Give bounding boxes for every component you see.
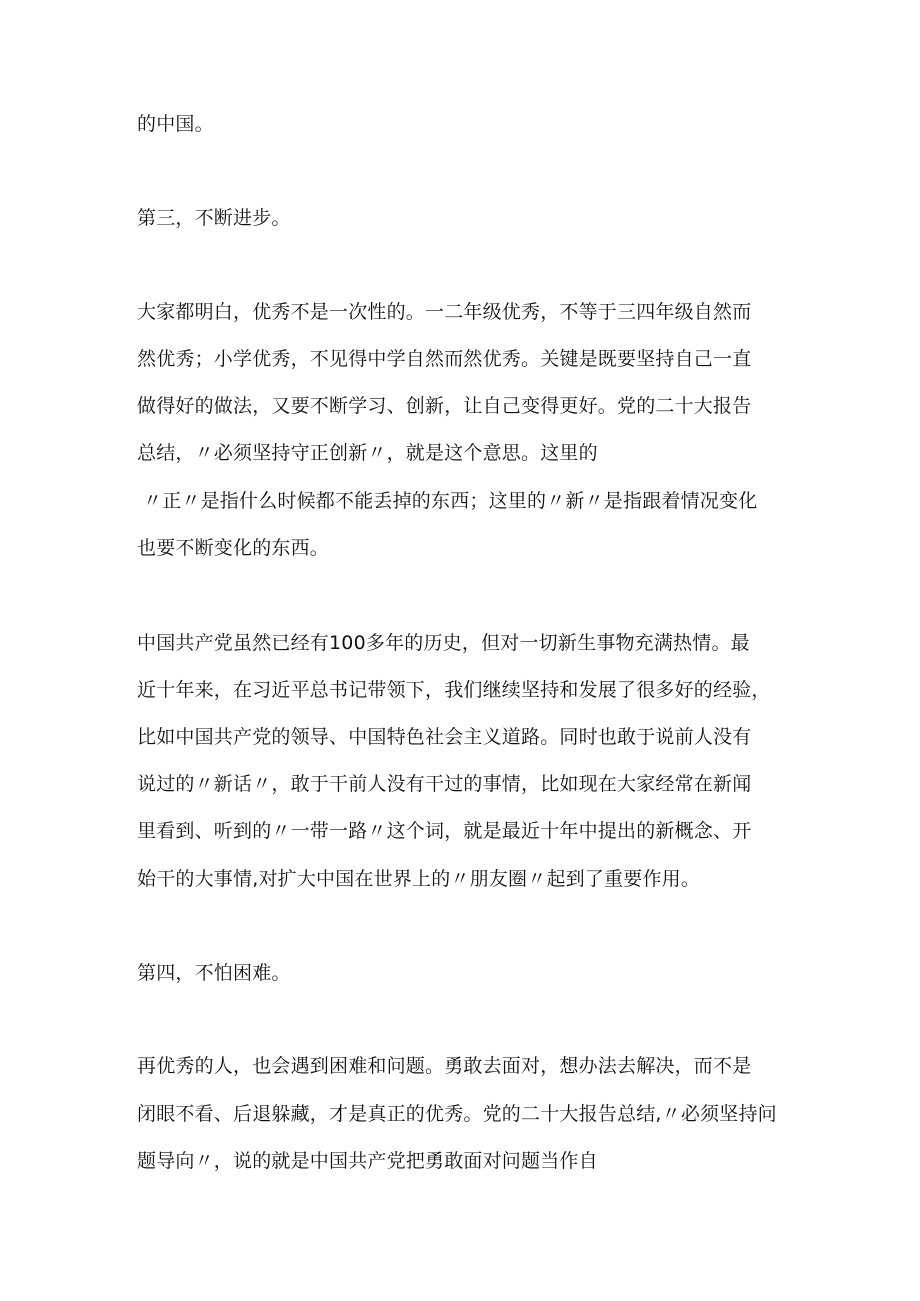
paragraph-line-9: 中国共产党虽然已经有100多年的历史，但对一切新生事物充满热情。最 bbox=[137, 632, 750, 654]
paragraph-line-11: 比如中国共产党的领导、中国特色社会主义道路。同时也敢于说前人没有 bbox=[137, 726, 752, 748]
section-heading-four: 第四，不怕困难。 bbox=[137, 962, 291, 984]
section-heading-three: 第三，不断进步。 bbox=[137, 207, 291, 229]
paragraph-line-5: 做得好的做法，又要不断学习、创新，让自己变得更好。党的二十大报告 bbox=[137, 395, 752, 417]
paragraph-line-14: 始干的大事情,对扩大中国在世界上的〃朋友圈〃起到了重要作用。 bbox=[137, 868, 701, 890]
paragraph-line-7: 〃正〃是指什么时候都不能丢掉的东西；这里的〃新〃是指跟着情况变化 bbox=[143, 490, 758, 512]
paragraph-line-12: 说过的〃新话〃，敢于干前人没有干过的事情，比如现在大家经常在新闻 bbox=[137, 773, 752, 795]
paragraph-line-1: 的中国。 bbox=[137, 113, 214, 135]
paragraph-line-13: 里看到、听到的〃一带一路〃这个词，就是最近十年中提出的新概念、开 bbox=[137, 820, 752, 842]
paragraph-line-3: 大家都明白，优秀不是一次性的。一二年级优秀，不等于三四年级自然而 bbox=[137, 301, 752, 323]
paragraph-line-17: 闭眼不看、后退躲藏，才是真正的优秀。党的二十大报告总结,〃必须坚持问 bbox=[137, 1103, 777, 1125]
paragraph-line-6: 总结，〃必须坚持守正创新〃，就是这个意思。这里的 bbox=[137, 442, 598, 464]
paragraph-line-18: 题导向〃，说的就是中国共产党把勇敢面对问题当作自 bbox=[137, 1150, 598, 1172]
paragraph-line-16: 再优秀的人，也会遇到困难和问题。勇敢去面对，想办法去解决，而不是 bbox=[137, 1055, 752, 1077]
paragraph-line-10: 近十年来，在习近平总书记带领下，我们继续坚持和发展了很多好的经验， bbox=[137, 679, 771, 701]
paragraph-line-8: 也要不断变化的东西。 bbox=[137, 537, 330, 559]
paragraph-line-4: 然优秀；小学优秀，不见得中学自然而然优秀。关键是既要坚持自己一直 bbox=[137, 348, 752, 370]
